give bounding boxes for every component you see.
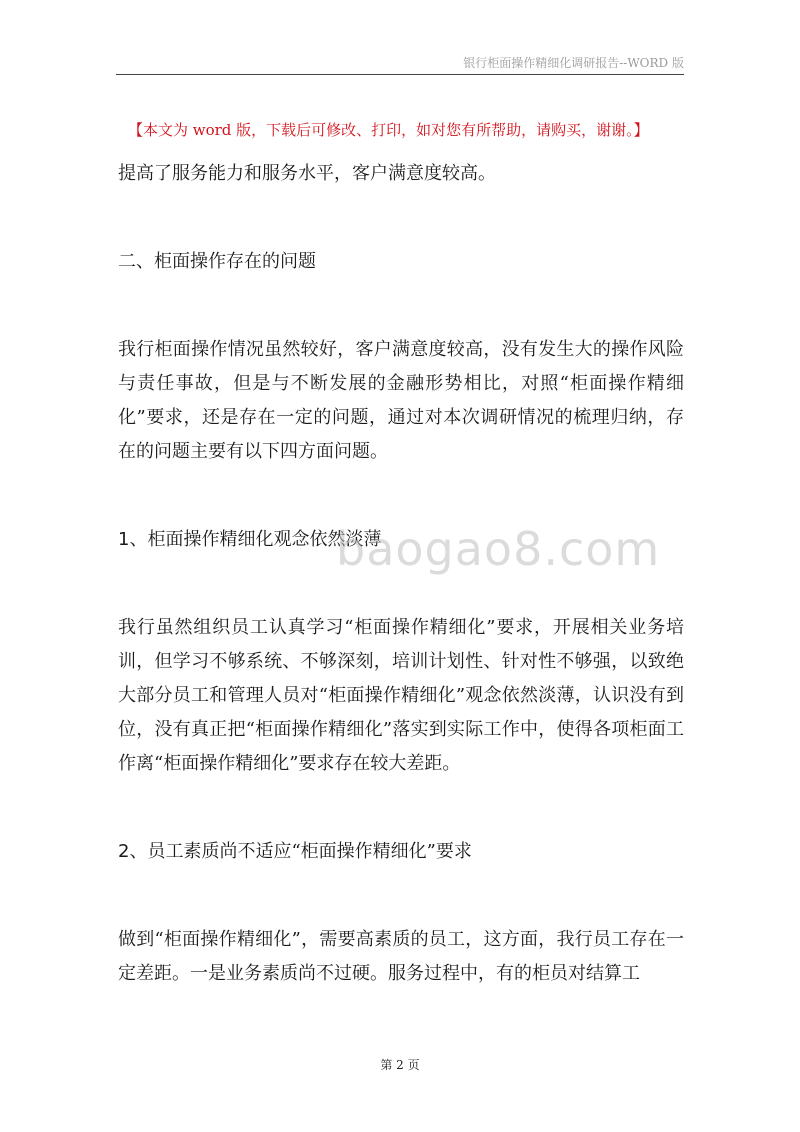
item-heading-2 <box>118 835 684 869</box>
item-number-1: 1 <box>118 529 130 550</box>
section-heading-2: 二、柜面操作存在的问题 <box>118 251 316 272</box>
purchase-notice: 【本文为 word 版，下载后可修改、打印，如对您有所帮助，请购买，谢谢。】 <box>128 121 649 139</box>
item-heading-2-text: 、员工素质尚不适应“柜面操作精细化”要求 <box>129 841 472 862</box>
item-number-2: 2 <box>118 841 130 862</box>
watermark: baogao8.com <box>336 522 661 576</box>
item-heading-1 <box>118 523 684 557</box>
document-body <box>118 116 684 991</box>
header-title: 银行柜面操作精细化调研报告--WORD 版 <box>463 56 684 70</box>
paragraph-4: 做到“柜面操作精细化”，需要高素质的员工，这方面，我行员工存在一定差距。一是业务素质尚不过硬。服务过程中，有的柜员对结算工 <box>118 929 684 984</box>
paragraph-2: 我行柜面操作情况虽然较好，客户满意度较高，没有发生大的操作风险与责任事故，但是与不断发展的金融形势相比，对照“柜面操作精细化”要求，还是存在一定的问题，通过对本次调研情况的梳理归纳，存在的问题主要有以下四方面问题。 <box>118 339 684 462</box>
paragraph-1: 提高了服务能力和服务水平，客户满意度较高。 <box>118 163 496 184</box>
page-header <box>116 50 684 75</box>
item-heading-1-text: 、柜面操作精细化观念依然淡薄 <box>129 529 382 550</box>
page-number: 第 2 页 <box>380 1058 420 1072</box>
paragraph-3: 我行虽然组织员工认真学习“柜面操作精细化”要求，开展相关业务培训，但学习不够系统、不够深刻，培训计划性、针对性不够强，以致绝大部分员工和管理人员对“柜面操作精细化”观念依然淡薄，认识没有到位，没有真正把“柜面操作精细化”落实到实际工作中，使得各项柜面工作离“柜面操作精细化”要求存在较大差距。 <box>118 617 684 774</box>
